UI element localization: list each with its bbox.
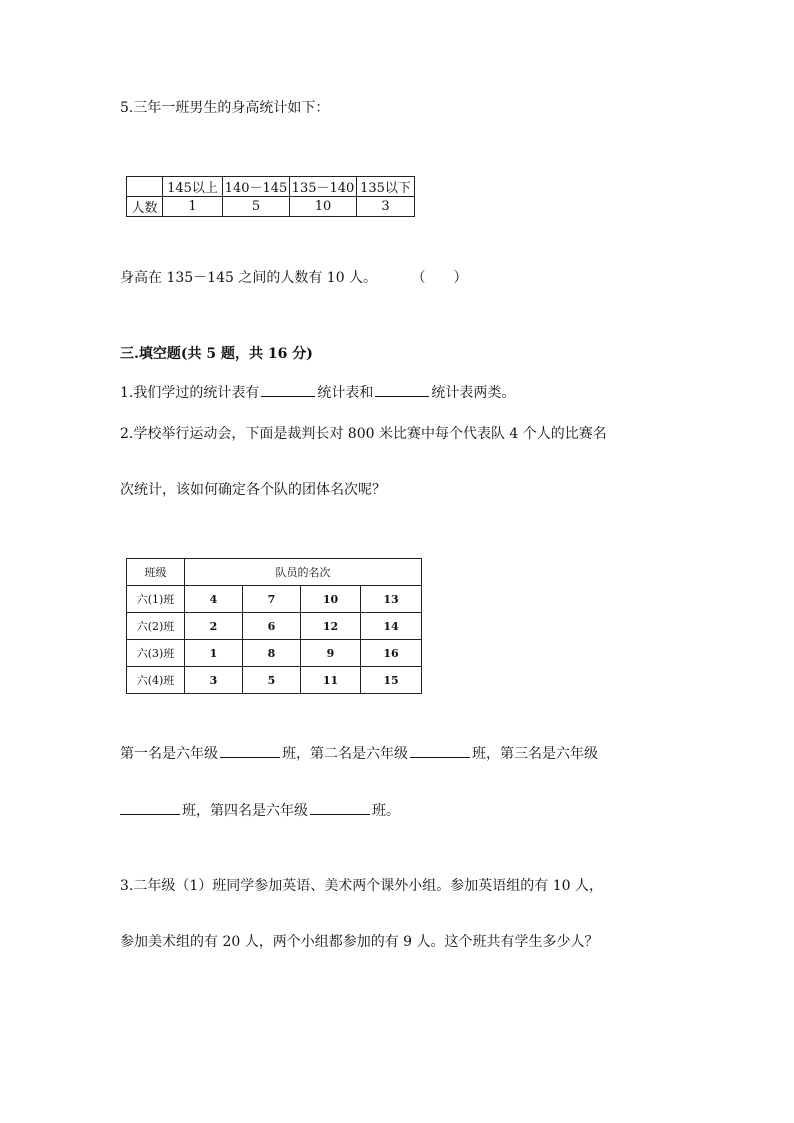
table-cell: 3 — [357, 197, 415, 217]
table-row — [127, 640, 422, 667]
class-cell: 六(2)班 — [127, 613, 185, 640]
table-header-cell: 135－140 — [290, 177, 357, 197]
table-header-row — [127, 177, 415, 197]
question-5-title: 5.三年一班男生的身高统计如下： — [120, 100, 330, 116]
rank-cell: 14 — [361, 613, 422, 640]
text: 班，第二名是六年级 — [282, 746, 408, 762]
text: 班。 — [372, 803, 400, 819]
rank-cell: 13 — [361, 586, 422, 613]
table-cell: 5 — [223, 197, 290, 217]
section3-question-1 — [120, 382, 515, 403]
text: 第一名是六年级 — [120, 746, 218, 762]
answer-blank[interactable] — [310, 800, 370, 815]
rank-cell: 8 — [243, 640, 301, 667]
rank-cell: 2 — [185, 613, 243, 640]
table-cell: 1 — [163, 197, 223, 217]
table-header-cell: 145以上 — [163, 177, 223, 197]
question-5-statement — [120, 268, 468, 288]
text: 班，第四名是六年级 — [182, 803, 308, 819]
answer-blank[interactable] — [375, 382, 429, 397]
row-label: 人数 — [127, 197, 163, 217]
rank-cell: 10 — [301, 586, 361, 613]
table-header-cell: 140－145 — [223, 177, 290, 197]
table-header-cell: 135以下 — [357, 177, 415, 197]
text: 统计表和 — [317, 385, 374, 401]
class-cell: 六(1)班 — [127, 586, 185, 613]
answer-blank[interactable] — [261, 382, 315, 397]
rank-statistics-table — [126, 558, 422, 694]
table-row — [127, 197, 415, 217]
rank-cell: 7 — [243, 586, 301, 613]
rank-cell: 3 — [185, 667, 243, 694]
section3-question-3-line2: 参加美术组的有 20 人，两个小组都参加的有 9 人。这个班共有学生多少人？ — [120, 934, 599, 950]
statement-text: 身高在 135－145 之间的人数有 10 人。 — [120, 270, 378, 286]
height-statistics-table — [126, 176, 415, 217]
rank-cell: 4 — [185, 586, 243, 613]
rank-cell: 16 — [361, 640, 422, 667]
table-header-cell: 班级 — [127, 559, 185, 586]
class-cell: 六(3)班 — [127, 640, 185, 667]
section3-question-2-line1: 2.学校举行运动会，下面是裁判长对 800 米比赛中每个代表队 4 个人的比赛名 — [120, 426, 607, 442]
text: 班，第三名是六年级 — [472, 746, 598, 762]
table-header-cell: 队员的名次 — [185, 559, 422, 586]
rank-cell: 12 — [301, 613, 361, 640]
rank-cell: 9 — [301, 640, 361, 667]
rank-cell: 5 — [243, 667, 301, 694]
table-row — [127, 613, 422, 640]
section-title: 三.填空题(共 5 题，共 16 分) — [120, 346, 313, 362]
rank-cell: 1 — [185, 640, 243, 667]
section3-question-3-line1: 3.二年级（1）班同学参加英语、美术两个课外小组。参加英语组的有 10 人， — [120, 878, 603, 894]
rank-cell: 6 — [243, 613, 301, 640]
text: 统计表两类。 — [431, 385, 516, 401]
answer-bracket[interactable]: （ ） — [411, 270, 468, 286]
section3-question-2-line2: 次统计，该如何确定各个队的团体名次呢？ — [120, 482, 386, 498]
answer-blank[interactable] — [410, 743, 470, 758]
text: 1.我们学过的统计表有 — [120, 385, 260, 401]
fill-line-1 — [120, 743, 598, 764]
table-cell: 10 — [290, 197, 357, 217]
fill-line-2 — [120, 800, 400, 821]
answer-blank[interactable] — [120, 800, 180, 815]
table-header-cell — [127, 177, 163, 197]
answer-blank[interactable] — [220, 743, 280, 758]
rank-cell: 11 — [301, 667, 361, 694]
class-cell: 六(4)班 — [127, 667, 185, 694]
table-row — [127, 667, 422, 694]
rank-cell: 15 — [361, 667, 422, 694]
table-row — [127, 586, 422, 613]
table-header-row — [127, 559, 422, 586]
